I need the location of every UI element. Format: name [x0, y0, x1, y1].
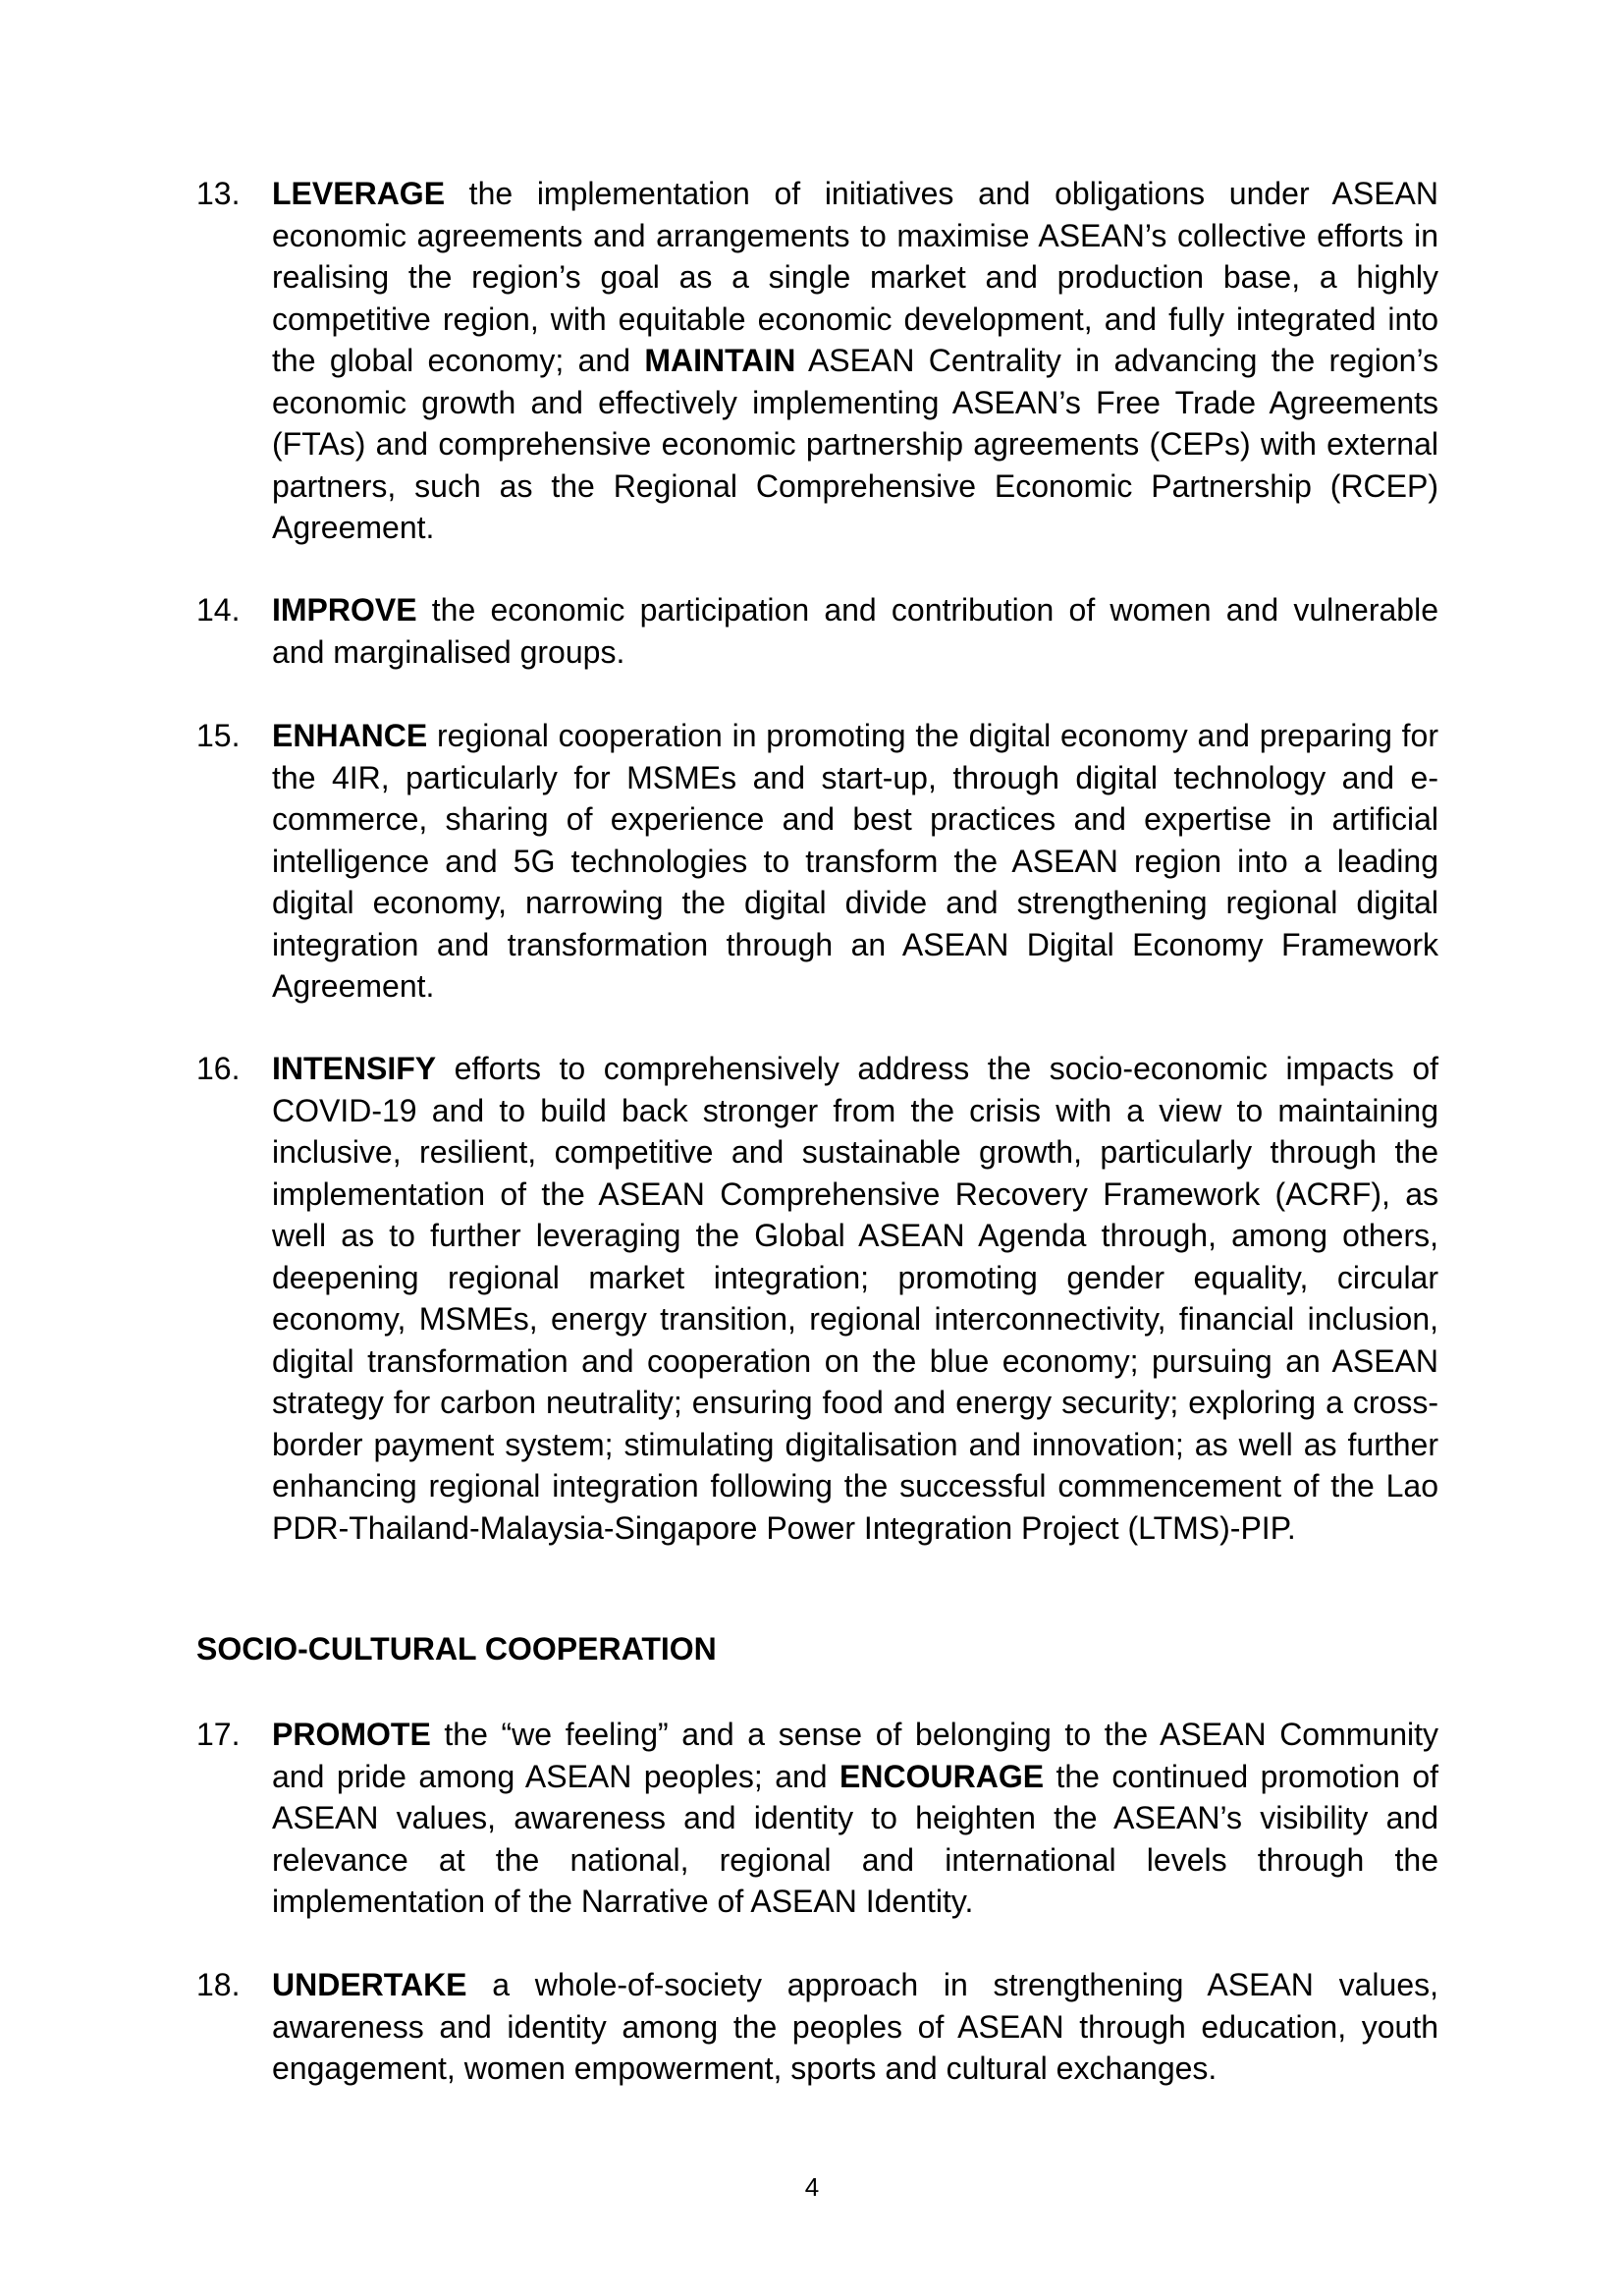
- text-run: the “we feeling” and a sense of belonging to the ASEAN Community and pride among ASEAN peoples; and: [272, 1717, 1438, 1794]
- text-run: efforts to comprehensively address the socio-economic impacts of COVID-19 and to build back stronger from the crisis with a view to maintaining inclusive, resilient, competitive and sustainable growth, particularly through the implementation of the ASEAN Comprehensive Recovery Framework (ACRF), as well as to further leveraging the Global ASEAN Agenda through, among others, deepening regional market integration; promoting gender equality, circular economy, MSMEs, energy transition, regional interconnectivity, financial inclusion, digital transformation and cooperation on the blue economy; pursuing an ASEAN strategy for carbon neutrality; ensuring food and energy security; exploring a cross-border payment system; stimulating digitalisation and innovation; as well as further enhancing regional integration following the successful commencement of the Lao PDR-Thailand-Malaysia-Singapore Power Integration Project (LTMS)-PIP.: [272, 1051, 1438, 1546]
- paragraph-text: [272, 1714, 1438, 1923]
- emphasis-keyword: LEVERAGE: [272, 176, 446, 211]
- text-run: the continued promotion of ASEAN values, awareness and identity to heighten the ASEAN’s visibility and relevance at the national, regional and international levels through the implementation of the Narrative of ASEAN Identity.: [272, 1758, 1439, 1919]
- paragraph-15: [196, 715, 1438, 1008]
- text-run: regional cooperation in promoting the digital economy and preparing for the 4IR, particularly for MSMEs and start-up, through digital technology and e-commerce, sharing of experience and best practices and expertise in artificial intelligence and 5G technologies to transform the ASEAN region into a leading digital economy, narrowing the digital divide and strengthening regional digital integration and transformation through an ASEAN Digital Economy Framework Agreement.: [272, 718, 1438, 1004]
- emphasis-keyword: INTENSIFY: [272, 1051, 437, 1086]
- page-number: 4: [804, 2172, 820, 2202]
- paragraph-14: [196, 589, 1438, 673]
- text-run: a whole-of-society approach in strengthening ASEAN values, awareness and identity among the peoples of ASEAN through education, youth engagement, women empowerment, sports and cultural exchanges.: [272, 1967, 1438, 2086]
- paragraph-number: 18.: [196, 1967, 241, 2002]
- emphasis-keyword: MAINTAIN: [644, 343, 796, 378]
- paragraph-17: [196, 1714, 1438, 1923]
- emphasis-keyword: ENHANCE: [272, 718, 428, 753]
- section-heading: SOCIO-CULTURAL COOPERATION: [196, 1631, 717, 1667]
- emphasis-keyword: UNDERTAKE: [272, 1967, 467, 2002]
- paragraph-number: 17.: [196, 1717, 241, 1752]
- paragraph-text: [272, 1048, 1438, 1549]
- paragraph-text: [272, 589, 1438, 673]
- paragraph-text: [272, 1964, 1438, 2090]
- paragraph-text: [272, 173, 1438, 549]
- paragraph-13: [196, 173, 1438, 549]
- paragraph-number: 13.: [196, 176, 241, 211]
- paragraph-16: [196, 1048, 1438, 1549]
- paragraph-18: [196, 1964, 1438, 2090]
- text-run: the implementation of initiatives and obligations under ASEAN economic agreements and arrangements to maximise ASEAN’s collective efforts in realising the region’s goal as a single market and production base, a highly competitive region, with equitable economic development, and fully integrated into the global economy; and: [272, 176, 1438, 378]
- emphasis-keyword: ENCOURAGE: [839, 1758, 1045, 1794]
- emphasis-keyword: PROMOTE: [272, 1717, 431, 1752]
- paragraph-number: 16.: [196, 1051, 241, 1086]
- text-run: ASEAN Centrality in advancing the region’s economic growth and effectively implementing ASEAN’s Free Trade Agreements (FTAs) and comprehensive economic partnership agreements (CEPs) with external partners, such as the Regional Comprehensive Economic Partnership (RCEP) Agreement.: [272, 343, 1439, 545]
- emphasis-keyword: IMPROVE: [272, 592, 417, 628]
- paragraph-number: 14.: [196, 592, 241, 628]
- paragraph-text: [272, 715, 1438, 1008]
- paragraph-number: 15.: [196, 718, 241, 753]
- text-run: the economic participation and contribution of women and vulnerable and marginalised groups.: [272, 592, 1438, 670]
